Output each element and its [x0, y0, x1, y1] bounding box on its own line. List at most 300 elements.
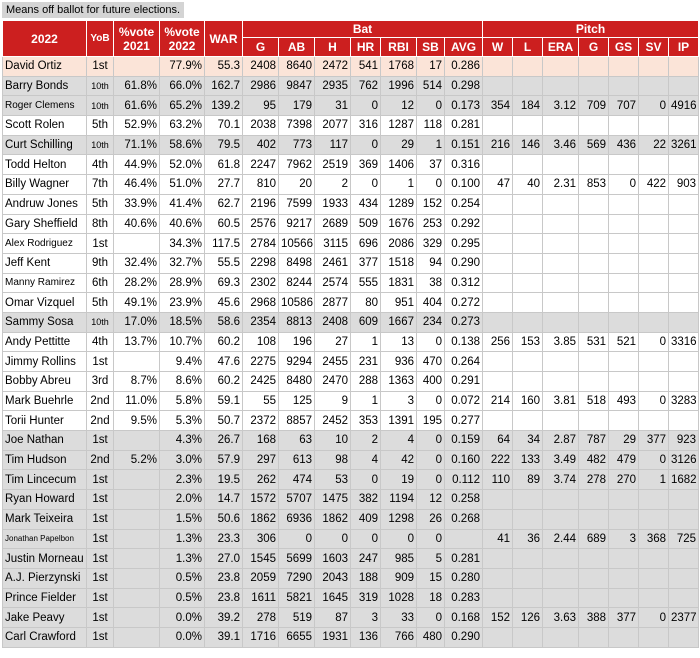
stolen-bases-cell: 0: [417, 431, 445, 451]
table-row: [3, 549, 699, 569]
innings-pitched-cell: 2377: [669, 608, 699, 628]
table-row: [3, 76, 699, 96]
wins-cell: [483, 57, 513, 77]
wins-cell: 110: [483, 470, 513, 490]
innings-pitched-cell: [669, 568, 699, 588]
batting-avg-cell: 0.312: [445, 273, 483, 293]
batting-avg-cell: 0.290: [445, 253, 483, 273]
vote-2021-cell: [114, 470, 160, 490]
era-cell: [543, 273, 579, 293]
player-name-cell: Joe Nathan: [3, 431, 87, 451]
player-name-cell: Ryan Howard: [3, 490, 87, 510]
vote-2021-cell: 46.4%: [114, 175, 160, 195]
innings-pitched-cell: [669, 273, 699, 293]
era-cell: [543, 627, 579, 647]
bat-games-cell: 2986: [243, 76, 279, 96]
year-on-ballot-cell: 3rd: [87, 372, 114, 392]
vote-2021-cell: [114, 431, 160, 451]
war-cell: 79.5: [205, 135, 243, 155]
vote-2021-cell: [114, 608, 160, 628]
home-runs-cell: 696: [351, 234, 381, 254]
player-name-cell: Mark Buehrle: [3, 391, 87, 411]
year-on-ballot-cell: 1st: [87, 352, 114, 372]
stolen-bases-cell: 253: [417, 214, 445, 234]
saves-cell: [639, 155, 669, 175]
pitch-games-cell: [579, 490, 609, 510]
year-on-ballot-cell: 9th: [87, 253, 114, 273]
at-bats-cell: 63: [279, 431, 315, 451]
era-cell: 3.63: [543, 608, 579, 628]
table-row: [3, 332, 699, 352]
at-bats-cell: 196: [279, 332, 315, 352]
stolen-bases-cell: 329: [417, 234, 445, 254]
pitch-games-cell: [579, 568, 609, 588]
vote-2022-cell: 1.5%: [160, 509, 205, 529]
saves-cell: [639, 253, 669, 273]
batting-avg-cell: 0.159: [445, 431, 483, 451]
games-started-cell: [609, 194, 639, 214]
stolen-bases-cell: 0: [417, 332, 445, 352]
saves-cell: [639, 490, 669, 510]
table-row: [3, 273, 699, 293]
era-cell: 3.46: [543, 135, 579, 155]
vote-2022-cell: 0.0%: [160, 627, 205, 647]
vote-2022-cell: 0.5%: [160, 568, 205, 588]
header-bat-ab: AB: [279, 38, 315, 57]
pitch-games-cell: [579, 273, 609, 293]
table-row: [3, 175, 699, 195]
rbi-cell: 1406: [381, 155, 417, 175]
hits-cell: 2077: [315, 116, 351, 136]
rbi-cell: 1363: [381, 372, 417, 392]
games-started-cell: 521: [609, 332, 639, 352]
rbi-cell: 0: [381, 529, 417, 549]
war-cell: 23.3: [205, 529, 243, 549]
saves-cell: [639, 194, 669, 214]
wins-cell: 41: [483, 529, 513, 549]
table-row: [3, 253, 699, 273]
era-cell: 2.87: [543, 431, 579, 451]
home-runs-cell: 4: [351, 450, 381, 470]
vote-2021-cell: [114, 529, 160, 549]
losses-cell: [513, 352, 543, 372]
saves-cell: 0: [639, 96, 669, 116]
table-header: [3, 21, 699, 57]
vote-2022-cell: 4.3%: [160, 431, 205, 451]
era-cell: [543, 234, 579, 254]
saves-cell: [639, 627, 669, 647]
table-row: [3, 312, 699, 332]
rbi-cell: 1391: [381, 411, 417, 431]
home-runs-cell: 353: [351, 411, 381, 431]
era-cell: [543, 568, 579, 588]
innings-pitched-cell: [669, 76, 699, 96]
rbi-cell: 1194: [381, 490, 417, 510]
vote-2021-cell: 61.8%: [114, 76, 160, 96]
rbi-cell: 951: [381, 293, 417, 313]
era-cell: [543, 293, 579, 313]
hits-cell: 1475: [315, 490, 351, 510]
innings-pitched-cell: 1682: [669, 470, 699, 490]
stolen-bases-cell: 18: [417, 588, 445, 608]
home-runs-cell: 316: [351, 116, 381, 136]
vote-2021-cell: [114, 588, 160, 608]
table-row: [3, 411, 699, 431]
vote-2021-cell: 33.9%: [114, 194, 160, 214]
at-bats-cell: 5699: [279, 549, 315, 569]
era-cell: 3.74: [543, 470, 579, 490]
vote-2021-cell: 13.7%: [114, 332, 160, 352]
losses-cell: 126: [513, 608, 543, 628]
bat-games-cell: 306: [243, 529, 279, 549]
vote-2022-cell: 9.4%: [160, 352, 205, 372]
stolen-bases-cell: 0: [417, 470, 445, 490]
losses-cell: [513, 76, 543, 96]
at-bats-cell: 6936: [279, 509, 315, 529]
games-started-cell: [609, 352, 639, 372]
vote-2021-cell: 40.6%: [114, 214, 160, 234]
stolen-bases-cell: 5: [417, 549, 445, 569]
year-on-ballot-cell: 7th: [87, 175, 114, 195]
rbi-cell: 29: [381, 135, 417, 155]
rbi-cell: 985: [381, 549, 417, 569]
wins-cell: 47: [483, 175, 513, 195]
year-on-ballot-cell: 1st: [87, 57, 114, 77]
year-on-ballot-cell: 1st: [87, 470, 114, 490]
stolen-bases-cell: 0: [417, 608, 445, 628]
wins-cell: [483, 312, 513, 332]
at-bats-cell: 5707: [279, 490, 315, 510]
innings-pitched-cell: 4916: [669, 96, 699, 116]
wins-cell: [483, 234, 513, 254]
pitch-games-cell: 482: [579, 450, 609, 470]
innings-pitched-cell: [669, 253, 699, 273]
player-name-cell: Omar Vizquel: [3, 293, 87, 313]
vote-2022-cell: 1.3%: [160, 549, 205, 569]
year-on-ballot-cell: 6th: [87, 273, 114, 293]
vote-2022-cell: 58.6%: [160, 135, 205, 155]
bat-games-cell: 2196: [243, 194, 279, 214]
losses-cell: [513, 411, 543, 431]
batting-avg-cell: 0.100: [445, 175, 483, 195]
vote-2021-cell: 5.2%: [114, 450, 160, 470]
header-bat-avg: AVG: [445, 38, 483, 57]
era-cell: [543, 253, 579, 273]
stolen-bases-cell: 15: [417, 568, 445, 588]
hits-cell: 87: [315, 608, 351, 628]
losses-cell: [513, 253, 543, 273]
wins-cell: 256: [483, 332, 513, 352]
pitch-games-cell: 787: [579, 431, 609, 451]
saves-cell: [639, 273, 669, 293]
rbi-cell: 2086: [381, 234, 417, 254]
at-bats-cell: 613: [279, 450, 315, 470]
batting-avg-cell: 0.280: [445, 568, 483, 588]
era-cell: [543, 214, 579, 234]
table-row: [3, 372, 699, 392]
war-cell: 55.3: [205, 57, 243, 77]
stolen-bases-cell: 514: [417, 76, 445, 96]
at-bats-cell: 0: [279, 529, 315, 549]
losses-cell: [513, 194, 543, 214]
header-pitch-era: ERA: [543, 38, 579, 57]
at-bats-cell: 8498: [279, 253, 315, 273]
bat-games-cell: 2372: [243, 411, 279, 431]
header-bat-group: Bat: [243, 21, 483, 38]
batting-avg-cell: 0.254: [445, 194, 483, 214]
saves-cell: [639, 588, 669, 608]
vote-2021-cell: 49.1%: [114, 293, 160, 313]
rbi-cell: 4: [381, 431, 417, 451]
hits-cell: 1862: [315, 509, 351, 529]
stolen-bases-cell: 37: [417, 155, 445, 175]
pitch-games-cell: [579, 352, 609, 372]
stolen-bases-cell: 470: [417, 352, 445, 372]
vote-2022-cell: 18.5%: [160, 312, 205, 332]
innings-pitched-cell: [669, 57, 699, 77]
innings-pitched-cell: [669, 312, 699, 332]
bat-games-cell: 168: [243, 431, 279, 451]
vote-2022-cell: 65.2%: [160, 96, 205, 116]
year-on-ballot-cell: 10th: [87, 135, 114, 155]
era-cell: [543, 57, 579, 77]
innings-pitched-cell: [669, 155, 699, 175]
rbi-cell: 1831: [381, 273, 417, 293]
vote-2022-cell: 52.0%: [160, 155, 205, 175]
batting-avg-cell: 0.283: [445, 588, 483, 608]
table-row: [3, 509, 699, 529]
player-name-cell: Jeff Kent: [3, 253, 87, 273]
batting-avg-cell: 0.160: [445, 450, 483, 470]
year-on-ballot-cell: 1st: [87, 431, 114, 451]
year-on-ballot-cell: 1st: [87, 608, 114, 628]
war-cell: 50.7: [205, 411, 243, 431]
table-row: [3, 608, 699, 628]
hits-cell: 10: [315, 431, 351, 451]
player-name-cell: Tim Hudson: [3, 450, 87, 470]
batting-avg-cell: 0.112: [445, 470, 483, 490]
saves-cell: [639, 549, 669, 569]
year-on-ballot-cell: 1st: [87, 509, 114, 529]
innings-pitched-cell: [669, 490, 699, 510]
rbi-cell: 1028: [381, 588, 417, 608]
war-cell: 69.3: [205, 273, 243, 293]
header-yob: YoB: [87, 21, 114, 57]
year-on-ballot-cell: 1st: [87, 568, 114, 588]
wins-cell: [483, 490, 513, 510]
year-on-ballot-cell: 1st: [87, 549, 114, 569]
header-bat-hr: HR: [351, 38, 381, 57]
year-on-ballot-cell: 5th: [87, 116, 114, 136]
home-runs-cell: 247: [351, 549, 381, 569]
pitch-games-cell: 518: [579, 391, 609, 411]
wins-cell: [483, 411, 513, 431]
home-runs-cell: 377: [351, 253, 381, 273]
vote-2021-cell: [114, 627, 160, 647]
saves-cell: [639, 352, 669, 372]
era-cell: [543, 155, 579, 175]
batting-avg-cell: 0.316: [445, 155, 483, 175]
wins-cell: [483, 253, 513, 273]
era-cell: [543, 490, 579, 510]
vote-2021-cell: [114, 568, 160, 588]
games-started-cell: 270: [609, 470, 639, 490]
stolen-bases-cell: 195: [417, 411, 445, 431]
innings-pitched-cell: [669, 116, 699, 136]
hits-cell: 9: [315, 391, 351, 411]
wins-cell: [483, 588, 513, 608]
saves-cell: [639, 372, 669, 392]
games-started-cell: 479: [609, 450, 639, 470]
player-name-cell: Billy Wagner: [3, 175, 87, 195]
hits-cell: 2574: [315, 273, 351, 293]
war-cell: 60.2: [205, 372, 243, 392]
losses-cell: 36: [513, 529, 543, 549]
wins-cell: [483, 214, 513, 234]
header-bat-sb: SB: [417, 38, 445, 57]
war-cell: 57.9: [205, 450, 243, 470]
home-runs-cell: 80: [351, 293, 381, 313]
pitch-games-cell: [579, 234, 609, 254]
saves-cell: [639, 76, 669, 96]
vote-2021-cell: [114, 352, 160, 372]
wins-cell: 354: [483, 96, 513, 116]
header-vote-2022: %vote 2022: [160, 21, 205, 57]
table-row: [3, 627, 699, 647]
player-name-cell: Tim Lincecum: [3, 470, 87, 490]
innings-pitched-cell: 3316: [669, 332, 699, 352]
ballot-legend-note: Means off ballot for future elections.: [2, 2, 184, 18]
home-runs-cell: 1: [351, 391, 381, 411]
losses-cell: [513, 588, 543, 608]
hits-cell: 53: [315, 470, 351, 490]
losses-cell: [513, 234, 543, 254]
games-started-cell: 707: [609, 96, 639, 116]
vote-2022-cell: 10.7%: [160, 332, 205, 352]
war-cell: 14.7: [205, 490, 243, 510]
innings-pitched-cell: [669, 588, 699, 608]
era-cell: [543, 509, 579, 529]
rbi-cell: 42: [381, 450, 417, 470]
games-started-cell: [609, 234, 639, 254]
player-name-cell: Bobby Abreu: [3, 372, 87, 392]
vote-2022-cell: 63.2%: [160, 116, 205, 136]
innings-pitched-cell: [669, 194, 699, 214]
era-cell: [543, 116, 579, 136]
stolen-bases-cell: 480: [417, 627, 445, 647]
wins-cell: [483, 509, 513, 529]
war-cell: 55.5: [205, 253, 243, 273]
stolen-bases-cell: 0: [417, 391, 445, 411]
stolen-bases-cell: 234: [417, 312, 445, 332]
hits-cell: 1933: [315, 194, 351, 214]
vote-2021-cell: 28.2%: [114, 273, 160, 293]
era-cell: [543, 352, 579, 372]
saves-cell: [639, 214, 669, 234]
losses-cell: [513, 293, 543, 313]
era-cell: [543, 549, 579, 569]
table-row: [3, 293, 699, 313]
player-name-cell: Carl Crawford: [3, 627, 87, 647]
rbi-cell: 13: [381, 332, 417, 352]
war-cell: 70.1: [205, 116, 243, 136]
table-row: [3, 568, 699, 588]
vote-2021-cell: [114, 490, 160, 510]
at-bats-cell: 7290: [279, 568, 315, 588]
at-bats-cell: 8244: [279, 273, 315, 293]
games-started-cell: [609, 568, 639, 588]
losses-cell: [513, 57, 543, 77]
vote-2022-cell: 32.7%: [160, 253, 205, 273]
stolen-bases-cell: 17: [417, 57, 445, 77]
innings-pitched-cell: [669, 234, 699, 254]
player-name-cell: Jonathan Papelbon: [3, 529, 87, 549]
header-pitch-sv: SV: [639, 38, 669, 57]
batting-avg-cell: 0.281: [445, 549, 483, 569]
player-name-cell: Sammy Sosa: [3, 312, 87, 332]
bat-games-cell: 2302: [243, 273, 279, 293]
batting-avg-cell: 0.298: [445, 76, 483, 96]
pitch-games-cell: [579, 509, 609, 529]
batting-avg-cell: 0.168: [445, 608, 483, 628]
saves-cell: 22: [639, 135, 669, 155]
rbi-cell: 766: [381, 627, 417, 647]
games-started-cell: 377: [609, 608, 639, 628]
stolen-bases-cell: 0: [417, 96, 445, 116]
wins-cell: [483, 194, 513, 214]
war-cell: 62.7: [205, 194, 243, 214]
era-cell: [543, 312, 579, 332]
saves-cell: 0: [639, 450, 669, 470]
pitch-games-cell: [579, 549, 609, 569]
pitch-games-cell: [579, 116, 609, 136]
saves-cell: 0: [639, 608, 669, 628]
vote-2021-cell: [114, 57, 160, 77]
player-name-cell: Prince Fielder: [3, 588, 87, 608]
rbi-cell: 1287: [381, 116, 417, 136]
rbi-cell: 1289: [381, 194, 417, 214]
batting-avg-cell: 0.258: [445, 490, 483, 510]
vote-2022-cell: 77.9%: [160, 57, 205, 77]
player-name-cell: Andruw Jones: [3, 194, 87, 214]
home-runs-cell: 3: [351, 608, 381, 628]
player-name-cell: Manny Ramirez: [3, 273, 87, 293]
year-on-ballot-cell: 10th: [87, 76, 114, 96]
saves-cell: 1: [639, 470, 669, 490]
saves-cell: [639, 57, 669, 77]
player-name-cell: Andy Pettitte: [3, 332, 87, 352]
at-bats-cell: 5821: [279, 588, 315, 608]
player-name-cell: Barry Bonds: [3, 76, 87, 96]
hits-cell: 2519: [315, 155, 351, 175]
at-bats-cell: 6655: [279, 627, 315, 647]
bat-games-cell: 2247: [243, 155, 279, 175]
year-on-ballot-cell: 2nd: [87, 391, 114, 411]
year-on-ballot-cell: 5th: [87, 194, 114, 214]
rbi-cell: 12: [381, 96, 417, 116]
table-row: [3, 529, 699, 549]
saves-cell: 0: [639, 391, 669, 411]
losses-cell: [513, 549, 543, 569]
saves-cell: [639, 293, 669, 313]
games-started-cell: 0: [609, 175, 639, 195]
vote-2022-cell: 41.4%: [160, 194, 205, 214]
losses-cell: [513, 155, 543, 175]
at-bats-cell: 519: [279, 608, 315, 628]
home-runs-cell: 509: [351, 214, 381, 234]
batting-avg-cell: 0.290: [445, 627, 483, 647]
vote-2022-cell: 2.0%: [160, 490, 205, 510]
